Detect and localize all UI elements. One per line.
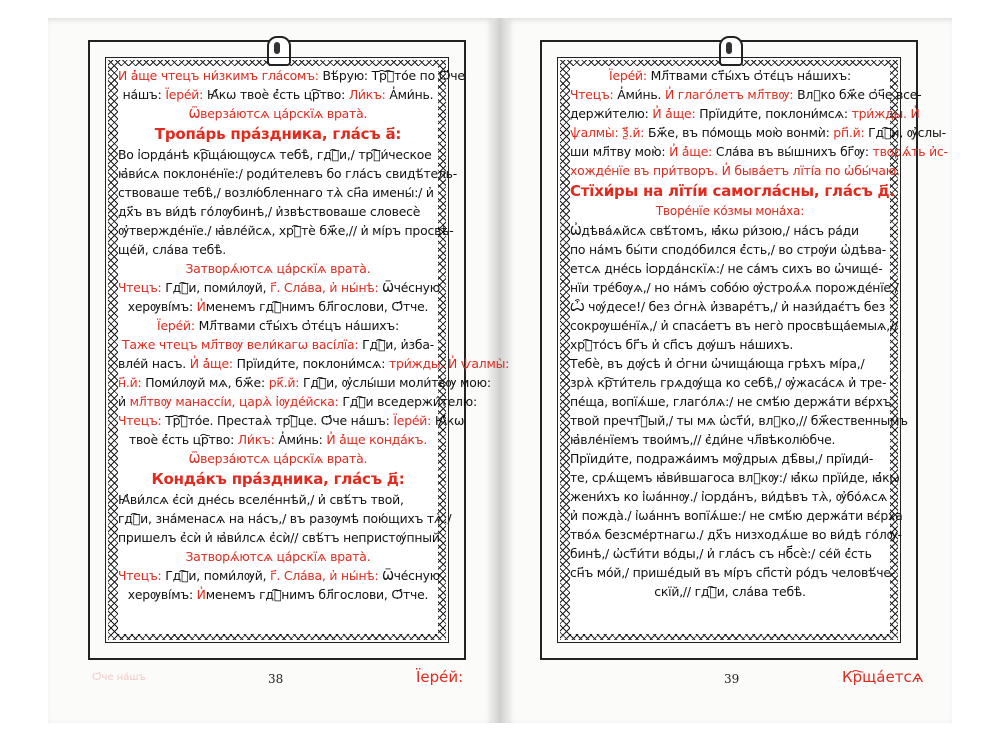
- text-line: [570, 104, 920, 123]
- text-span: твой пречтⷭ҇ый,/ ты мѧ ѡ҆ст҃и́, влⷣко,// бж҃ественнымъ: [570, 413, 908, 428]
- text-span: херѹві́мъ:: [127, 587, 193, 602]
- text-line: [118, 430, 438, 449]
- text-line: [118, 373, 491, 392]
- text-span: Ѡ҆дѣва́ѧйсѧ свѣ́томъ, ꙗ҆́кѡ ри́зою,/ на́съ ра́ди: [570, 223, 859, 238]
- text-line: [570, 563, 896, 582]
- text-span: Вѣ́рую: Тр҇ⷭ҇то́е по Ѻ҆́че: [318, 68, 465, 83]
- text-span: А҆ми́нь:: [274, 432, 323, 447]
- text-span: бинѣ,/ ѡ҆ст҃и́ти во́ды,/ и҆ гла́съ съ нб҃сѐ:/ се́й є҆́сть: [570, 546, 872, 561]
- right-page-number: 39: [724, 672, 740, 686]
- text-line: [118, 509, 452, 528]
- text-span: дх҃ъ въ ви́дѣ го́лѹбинѣ,/ и҆звѣствоваше словесѐ: [118, 204, 421, 219]
- text-span: Прїиди́те, поклони́мсѧ:: [232, 356, 386, 371]
- rubric-span: рп҃.й:: [829, 125, 865, 140]
- text-line: [118, 202, 438, 221]
- text-line: [570, 66, 890, 85]
- text-line: [570, 392, 890, 411]
- section-heading: [118, 123, 438, 145]
- text-span: Ѿче́сную: [378, 568, 441, 583]
- text-span: вле́й насъ.: [118, 356, 187, 371]
- rubric-span: И҆ глаго́летъ мл҃твѹ:: [661, 87, 794, 102]
- text-span: сокрѹше́нїѧ,/ и҆ спаса́етъ въ него̀ просвѣща́емыѧ,//: [570, 318, 898, 333]
- rubric-span: Конда́къ пра́здника, гла́съ д҃:: [151, 470, 405, 488]
- text-line: [118, 449, 438, 468]
- text-span: А҆ми́нь.: [613, 87, 662, 102]
- rubric-span: Ѿверза́ютсѧ ца́рскїѧ врата̀.: [188, 106, 368, 121]
- text-span: те, срѧ́щемъ ꙗ҆ви́вшагоса влⷣкѹ:/ ꙗ҆́кѡ прїи́де, ꙗ҆́кѡ: [570, 470, 900, 485]
- rubric-span: ѱалмы̀: ѯ҃.й:: [570, 125, 645, 140]
- text-line: [570, 259, 890, 278]
- text-line: [118, 221, 454, 240]
- rubric-span: три́жды. И҆: [847, 106, 920, 121]
- text-line: [570, 525, 902, 544]
- text-span: херѹві́мъ:: [127, 299, 193, 314]
- text-span: Тр҇ⷭ҇то́е. Престаѧ̀ трⷪ҇це. Ѻ҆́че на́шъ:: [161, 413, 394, 428]
- text-span: ꙗ҆ви́сѧ поклоне́нїе:/ роди́телевъ бо гла́съ свидѣ́тель-: [118, 166, 458, 181]
- text-line: [570, 85, 922, 104]
- text-span: Сла́ва въ вы́шнихъ бг҃ѹ:: [712, 144, 869, 159]
- text-line: [570, 582, 890, 601]
- section-heading: [570, 180, 895, 202]
- rubric-span: Тропа́рь пра́здника, гла́съ а҃:: [154, 125, 402, 143]
- text-line: [570, 123, 946, 142]
- text-line: [118, 392, 477, 411]
- text-span: ще́й, сла́ва тебѣ̀.: [118, 242, 226, 257]
- text-line: [118, 104, 438, 123]
- text-span: Гдⷭ҇и, поми́лѹй,: [161, 568, 271, 583]
- text-line: [570, 297, 890, 316]
- text-line: [118, 335, 438, 354]
- text-span: ѹ҆твержде́нїе./ ꙗ҆вле́йсѧ, хрⷭ҇тѐ бж҃е,// и҆ мі́ръ просвѣ-: [118, 223, 454, 238]
- rubric-span: Ѿверза́ютсѧ ца́рскїѧ врата̀.: [188, 451, 368, 466]
- text-span: скїй,// гдⷭ҇и, сла́ва тебѣ̀.: [654, 584, 806, 599]
- left-footer-catchword: Їере́й:: [416, 668, 464, 686]
- text-line: [570, 240, 890, 259]
- text-span: Ѿче́сную: [378, 280, 441, 295]
- left-ornamental-frame: [88, 40, 510, 660]
- rubric-span: Чтецъ:: [118, 280, 162, 295]
- text-span: Ꙗ҆́кѡ твоѐ є҆́сть цр҇тво:: [203, 87, 349, 102]
- text-span: Ꙗ҆ви́лсѧ є҆сѝ дне́сь вселе́ннѣй,/ и҆ свѣ́тъ твой,: [118, 492, 404, 507]
- text-span: зрѧ̀ кр҇ти́тель грѧдѹ́ща ко себѣ̀,/ ѹ҆жаса́сѧ и҆ тре-: [570, 375, 887, 390]
- text-span: Гдⷭ҇и, ѹ҆слы-: [864, 125, 946, 140]
- rubric-span: Чтецъ:: [118, 568, 162, 583]
- text-line: [570, 142, 948, 161]
- text-line: [118, 183, 438, 202]
- text-span: Гдⷭ҇и, поми́лѹй,: [161, 280, 271, 295]
- rubric-span: И а҆́ще чтецъ ни́зкимъ гла́сомъ:: [118, 68, 319, 83]
- rubric-span: Творе́нїе ко́змы мона́ха:: [655, 204, 805, 218]
- rubric-span: н҃.й:: [118, 375, 142, 390]
- text-span: по на́мъ бы́ти сподо́бился є҆́сть,/ во стрѹ́и ѡ҆дѣва-: [570, 242, 886, 257]
- text-span: твоѐ є҆́сть цр҇тво:: [128, 432, 235, 447]
- section-heading: [118, 468, 438, 490]
- rubric-span: Їере́й:: [609, 68, 647, 83]
- rubric-span: рк҃.й:: [264, 375, 300, 390]
- text-span: ствоваше тебѣ̀,/ возлю́бленнаго тѧ̀ сн҃а имены́:/ и҆: [118, 185, 434, 200]
- rubric-span: Їере́й:: [157, 318, 195, 333]
- text-span: Гдⷭ҇и, и҆зба-: [358, 337, 434, 352]
- rubric-span: три́жды. И҆ ѱалмы̀:: [385, 356, 510, 371]
- text-span: ꙗ҆вле́нїемъ твои́мъ,// є҆ди́не чл҃вѣколю́бче.: [570, 432, 836, 447]
- text-line: [118, 240, 438, 259]
- text-line: [118, 411, 465, 430]
- rubric-span: И҆: [192, 299, 206, 314]
- rubric-span: Їере́й:: [393, 413, 432, 428]
- text-line: [570, 449, 890, 468]
- right-ornamental-frame: [540, 40, 948, 660]
- text-line: [570, 468, 900, 487]
- text-line: [570, 373, 890, 392]
- text-span: хрⷭ҇то́съ бг҃ъ и҆ сп҃съ дѹ́шъ на́шихъ.: [570, 337, 794, 352]
- rubric-span: мл҃твѹ манассі́и, царѧ̀ і҆ѹде́йска:: [125, 394, 339, 409]
- text-span: тво́ѧ безсме́ртнагѡ./ дх҃ъ низходѧ́ше во ви́дѣ го́лѹ-: [570, 527, 902, 542]
- left-top-medallion-icon: [267, 36, 291, 66]
- rubric-span: Ли́къ:: [234, 432, 275, 447]
- text-line: [570, 487, 890, 506]
- rubric-span: И҆ а҆́ще конда́къ.: [322, 432, 428, 447]
- text-span: Ꙗ҆́кѡ: [431, 413, 465, 428]
- text-span: пе́ща, вопїѧ́ше, глаго́лѧ:/ не смѣ́ю держа́ти вє́рхъ: [570, 394, 892, 409]
- text-line: [570, 335, 890, 354]
- text-span: сн҃ъ мо́й,/ прише́дый въ мі́ръ сп҃стѝ ро́дъ человѣ́че-: [570, 565, 896, 580]
- text-span: и҆: [118, 394, 126, 409]
- text-span: держи́телю:: [570, 106, 649, 121]
- text-line: [118, 297, 438, 316]
- text-span: Мл҃твами ст҃ы́хъ ѻ҆тє́цъ на́шихъ:: [194, 318, 399, 333]
- rubric-span: И҆ а҆́ще:: [665, 144, 713, 159]
- text-line: [570, 411, 908, 430]
- text-line: [118, 528, 444, 547]
- text-span: Бж҃е, въ по́мощь мою̀ вонмѝ:: [644, 125, 830, 140]
- section-subheading: [570, 202, 890, 221]
- text-line: [118, 66, 465, 85]
- text-span: Тебѐ, въ дѹ́сѣ и҆ ѻ҆гни ѡ҆чища́юща грѣхъ мі́ра,/: [570, 356, 865, 371]
- text-line: [118, 164, 458, 183]
- text-line: [118, 547, 438, 566]
- left-footer-ghost-text: Ѻ҆́че на́шъ: [92, 672, 146, 683]
- right-footer-catchword: Кр҇ща́етсѧ: [842, 668, 924, 686]
- rubric-span: Ли́къ:: [348, 87, 386, 102]
- text-span: и҆ пожда̀./ і҆ѡа́ннъ вопїѧ́ше:/ не смѣ́ю держа́ти вє́рха: [570, 508, 903, 523]
- text-line: [118, 145, 438, 164]
- rubric-span: г҃. Сла́ва, и҆ ны́нѣ:: [270, 280, 379, 295]
- rubric-span: Затворѧ́ютсѧ ца́рскїѧ врата̀.: [185, 549, 371, 564]
- rubric-span: И҆ а҆́ще:: [648, 106, 696, 121]
- text-line: [570, 161, 900, 180]
- right-page-text: [570, 66, 948, 634]
- text-span: Прїиди́те, поклони́мсѧ:: [695, 106, 848, 121]
- text-span: етсѧ дне́сь і҆ѻрда́нскїѧ:/ не са́мъ сихъ во ѡ҆чище́-: [570, 261, 883, 276]
- text-span: гдⷭ҇и, зна́менасѧ на на́съ,/ въ рaзѹмѣ пою́щихъ тѧ̀:/: [118, 511, 452, 526]
- text-line: [118, 85, 438, 104]
- text-line: [570, 354, 890, 373]
- text-span: менемъ гдⷭ҇нимъ бл҃гослови, Ѻ҆́тче.: [205, 299, 429, 314]
- text-span: Влⷣко бж҃е ѻ҆ч҃е все-: [793, 87, 922, 102]
- rubric-span: И҆: [192, 587, 206, 602]
- text-line: [570, 278, 899, 297]
- rubric-span: г҃. Сла́ва, и҆ ны́нѣ:: [270, 568, 379, 583]
- rubric-span: Чтецъ:: [570, 87, 614, 102]
- text-span: Гдⷭ҇и, ѹ҆слы́ши моли́твѹ мою:: [299, 375, 491, 390]
- text-span: Прїиди́те, подража́имъ мѹ̑дрыѧ дѣ̑вы,/ прїиди́-: [570, 451, 874, 466]
- rubric-span: хожде́нїе въ при́творъ. И҆ быва́етъ лїті́а по ѡ҆бы́чаю.: [570, 163, 900, 178]
- text-line: [570, 506, 903, 525]
- text-span: ши мл҃тву мою̀:: [570, 144, 666, 159]
- text-span: Во і҆ѻрда́нѣ кр҇ща́ющѹсѧ тебѣ̀, гдⷭ҇и,/ трⷪ҇и́ческое: [118, 147, 432, 162]
- rubric-span: Таже чтецъ мл҃твѹ вели́кагѡ васі́лїа:: [122, 337, 359, 352]
- text-line: [570, 316, 898, 335]
- text-span: А҆ми́нь.: [385, 87, 434, 102]
- left-page-text: [118, 66, 510, 634]
- rubric-span: Стїхи́ры на лїті́и самогла́сны, гла́съ д҃.: [570, 182, 895, 200]
- text-line: [118, 566, 441, 585]
- rubric-span: И҆ а҆́ще:: [186, 356, 233, 371]
- text-line: [118, 490, 438, 509]
- text-span: Поми́лѹй мѧ, бж҃е:: [141, 375, 265, 390]
- rubric-span: Затворѧ́ютсѧ ца́рскїѧ врата̀.: [185, 261, 371, 276]
- text-line: [570, 221, 890, 240]
- rubric-span: творѧ́ть и҆с-: [868, 144, 948, 159]
- rubric-span: Чтецъ:: [118, 413, 162, 428]
- rubric-span: Їере́й:: [161, 87, 204, 102]
- text-span: на́шъ:: [122, 87, 162, 102]
- text-span: Ѽ чѹ́десе!/ без ѻ҆гнѧ̀ и҆зваре́тъ,/ и҆ нази́дає́тъ без: [570, 299, 886, 314]
- text-line: [570, 430, 890, 449]
- text-span: жени́хъ ко і҆ѡа́ннѹ./ і҆ѻрда́нъ, ви́дѣвъ тѧ̀, ѹ҆бо́ѧсѧ: [570, 489, 888, 504]
- text-span: Мл҃твами ст҃ы́хъ ѻ҆тє́цъ на́шихъ:: [646, 68, 851, 83]
- text-span: нїи тре́бѹѧ,/ но на́мъ собо́ю ѹ҆строѧ́ѧ порожде́нїе./: [570, 280, 899, 295]
- text-line: [118, 316, 438, 335]
- text-line: [118, 278, 441, 297]
- right-top-medallion-icon: [719, 36, 743, 66]
- left-page-number: 38: [268, 672, 284, 686]
- text-span: Гдⷭ҇и вседержи́телю:: [338, 394, 477, 409]
- text-span: пришелъ є҆сѝ и҆ ꙗ҆ви́лсѧ є҆сѝ// свѣ́тъ непристѹ́пный.: [118, 530, 444, 545]
- text-span: менемъ гдⷭ҇нимъ бл҃гослови, Ѻ҆́тче.: [205, 587, 429, 602]
- text-line: [118, 585, 438, 604]
- text-line: [118, 259, 438, 278]
- text-line: [118, 354, 510, 373]
- text-line: [570, 544, 890, 563]
